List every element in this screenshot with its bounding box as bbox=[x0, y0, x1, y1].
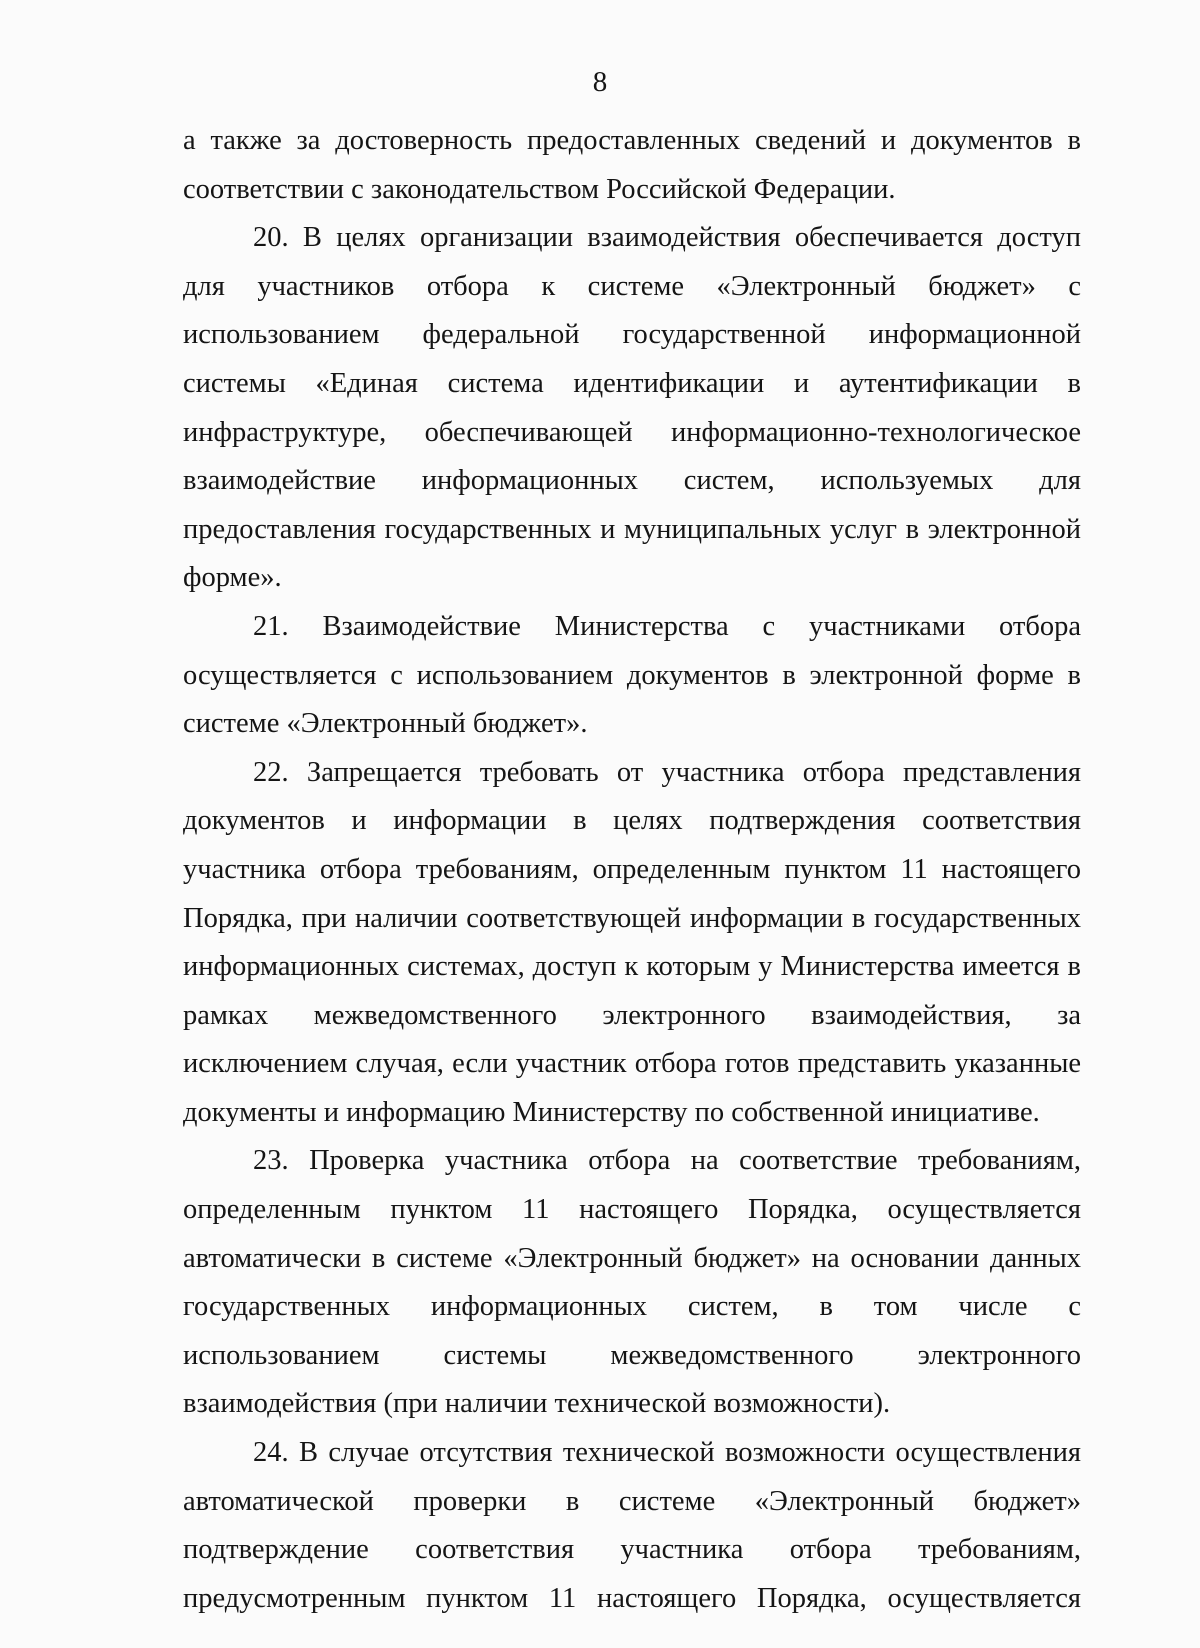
paragraph-22: 22. Запрещается требовать от участника отбора представления документов и информации в целях подтверждения соответствия участника отбора требованиям, определенным пунктом 11 настоящего Порядка, при наличии соответствующей информации в государственных информационных системах, доступ к которым у Министерства имеется в рамках межведомственного электронного взаимодействия, за исключением случая, если участник отбора готов представить указанные документы и информацию Министерству по собственной инициативе. bbox=[183, 756, 1081, 1128]
document-body bbox=[183, 117, 1081, 1623]
paragraph-23: 23. Проверка участника отбора на соответствие требованиям, определенным пунктом 11 настоящего Порядка, осуществляется автоматически в системе «Электронный бюджет» на основании данных государственных информационных систем, в том числе с использованием системы межведомственного электронного взаимодействия (при наличии технической возможности). bbox=[183, 1145, 1081, 1420]
paragraph-continuation: а также за достоверность предоставленных сведений и документов в соответствии с законодательством Российской Федерации. bbox=[183, 125, 1081, 205]
paragraph-20: 20. В целях организации взаимодействия обеспечивается доступ для участников отбора к системе «Электронный бюджет» с использованием федеральной государственной информационной системы «Единая система идентификации и аутентификации в инфраструктуре, обеспечивающей информационно-технологическое взаимодействие информационных систем, используемых для предоставления государственных и муниципальных услуг в электронной форме». bbox=[183, 222, 1081, 594]
page-number: 8 bbox=[592, 66, 608, 98]
paragraph-21: 21. Взаимодействие Министерства с участниками отбора осуществляется с использованием документов в электронной форме в системе «Электронный бюджет». bbox=[183, 610, 1081, 740]
paragraph-24: 24. В случае отсутствия технической возможности осуществления автоматической проверки в системе «Электронный бюджет» подтверждение соответствия участника отбора требованиям, предусмотренным пунктом 11 настоящего Порядка, осуществляется bbox=[183, 1437, 1081, 1614]
